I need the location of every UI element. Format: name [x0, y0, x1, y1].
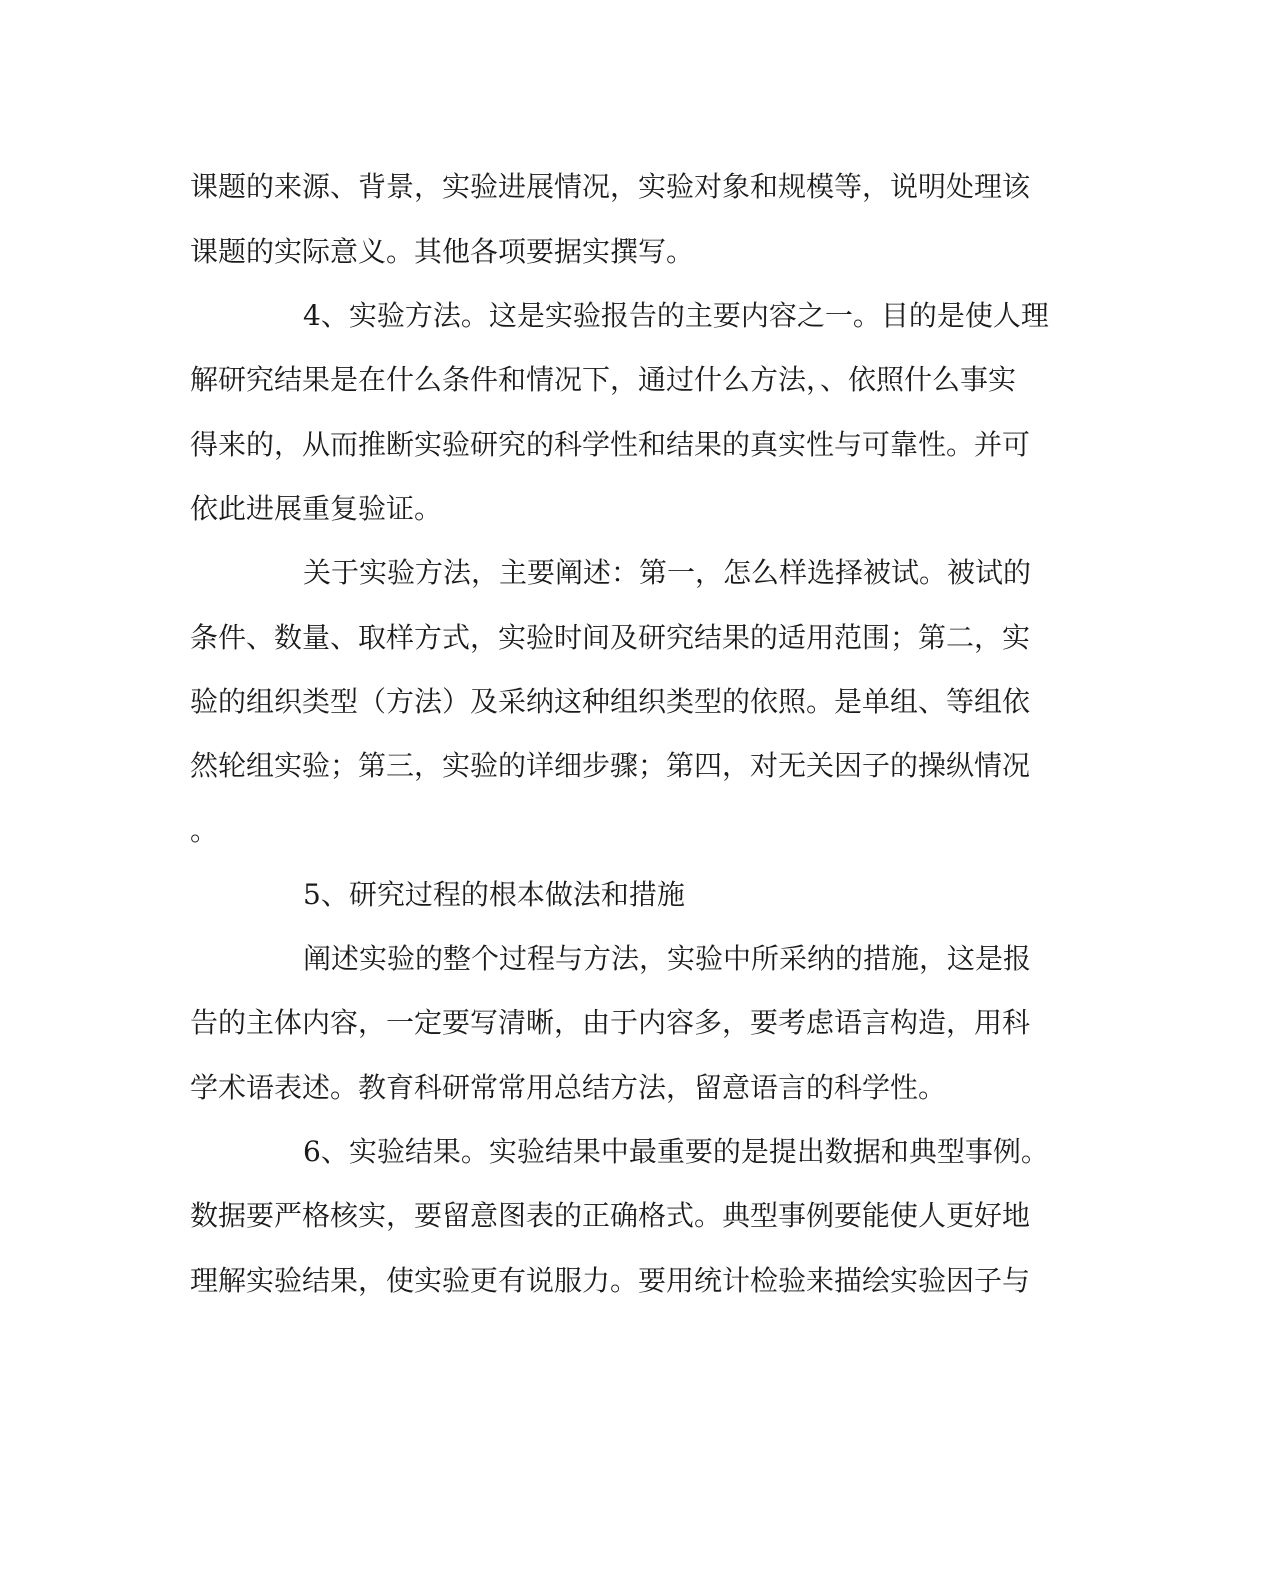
text-line: 告的主体内容，一定要写清晰，由于内容多，要考虑语言构造，用科: [190, 1006, 1031, 1039]
text-line: 。: [190, 814, 219, 847]
text-line: 课题的实际意义。其他各项要据实撰写。: [190, 235, 695, 268]
text-line: 解研究结果是在什么条件和情况下，通过什么方法，、依照什么事实: [190, 363, 1017, 396]
text-line: 得来的，从而推断实验研究的科学性和结果的真实性与可靠性。并可: [190, 428, 1031, 461]
paragraph-start-line: 阐述实验的整个过程与方法，实验中所采纳的措施，这是报: [303, 942, 1032, 975]
section-heading: 5、研究过程的根本做法和措施: [303, 878, 685, 911]
text-line: 理解实验结果，使实验更有说服力。要用统计检验来描绘实验因子与: [190, 1264, 1031, 1297]
paragraph-start-line: 4、实验方法。这是实验报告的主要内容之一。目的是使人理: [303, 299, 1049, 332]
text-line: 条件、数量、取样方式，实验时间及研究结果的适用范围；第二，实: [190, 621, 1031, 654]
text-line: 学术语表述。教育科研常常用总结方法，留意语言的科学性。: [190, 1071, 947, 1104]
text-line: 依此进展重复验证。: [190, 492, 443, 525]
paragraph-start-line: 关于实验方法，主要阐述：第一，怎么样选择被试。被试的: [303, 556, 1032, 589]
text-line: 课题的来源、背景，实验进展情况，实验对象和规模等，说明处理该: [190, 170, 1031, 203]
paragraph-start-line: 6、实验结果。实验结果中最重要的是提出数据和典型事例。: [303, 1135, 1049, 1168]
text-line: 验的组织类型（方法）及采纳这种组织类型的依照。是单组、等组依: [190, 685, 1031, 718]
text-line: 数据要严格核实，要留意图表的正确格式。典型事例要能使人更好地: [190, 1199, 1031, 1232]
text-line: 然轮组实验；第三，实验的详细步骤；第四，对无关因子的操纵情况: [190, 749, 1031, 782]
